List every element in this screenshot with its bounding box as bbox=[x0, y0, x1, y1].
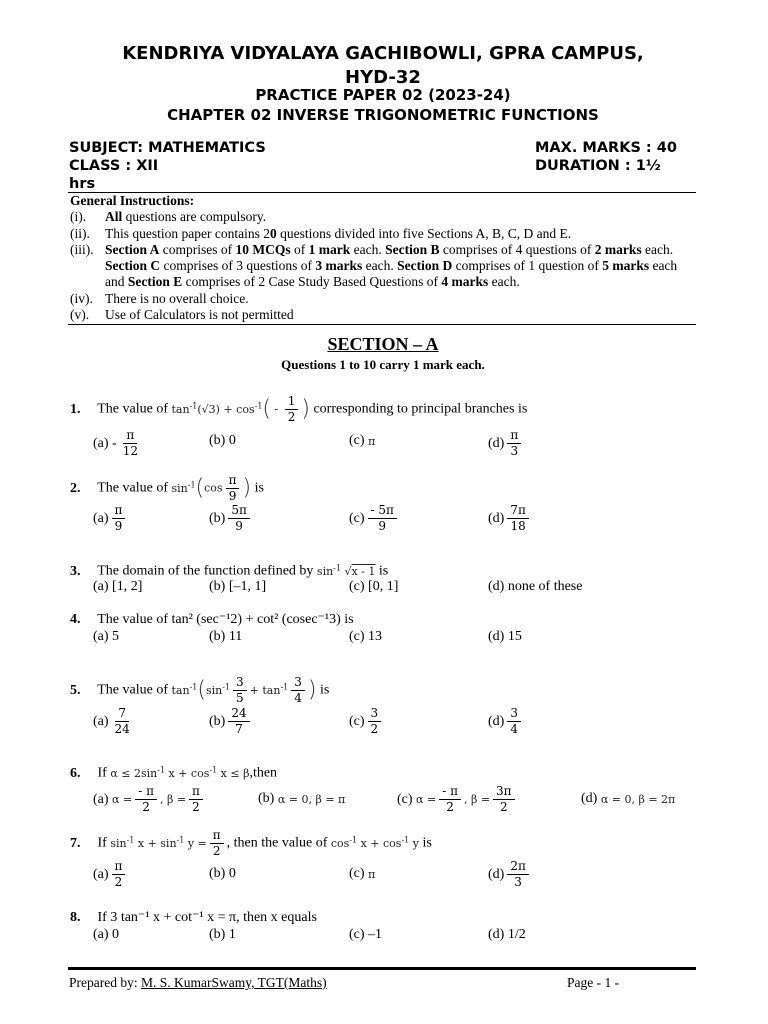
duration: DURATION : 1½ bbox=[535, 158, 661, 174]
option-d[interactable]: (d) $\frac{\pi}{3}$ bbox=[488, 428, 524, 459]
author-name: M. S. KumarSwamy, TGT(Maths) bbox=[140, 975, 327, 990]
option-c[interactable]: (c) –1 bbox=[349, 927, 383, 942]
footer-divider bbox=[68, 967, 696, 970]
option-b[interactable]: (b) [–1, 1] bbox=[209, 579, 267, 594]
max-marks: MAX. MARKS : 40 bbox=[535, 140, 677, 156]
option-b[interactable]: (b) 11 bbox=[209, 629, 243, 644]
option-a[interactable]: (a) 0 bbox=[93, 927, 120, 942]
instruction-item: (iii). Section A comprises of 10 MCQs of 1 mark each. Section B comprises of 4 questions of 2 marks each. Section C comprises of 3 questions of 3 marks each. Section D comprises of 1 question of 5 marks each and Section E comprises of 2 Case Study Based Questions of 4 marks each. bbox=[70, 241, 678, 290]
option-b[interactable]: (b) 0 bbox=[209, 433, 236, 448]
option-b[interactable]: (b) 1 bbox=[209, 927, 236, 942]
school-line-2: HYD-32 bbox=[345, 67, 421, 88]
option-c[interactable]: (c) α = $\frac{- \pi}{2}$ , β = $\frac{3\pi}{2}$ bbox=[397, 784, 518, 815]
option-a[interactable]: (a) [1, 2] bbox=[93, 579, 143, 594]
paper-line: PRACTICE PAPER 02 (2023-24) bbox=[255, 86, 511, 104]
option-b[interactable]: (b) $\frac{5\pi}{9}$ bbox=[209, 503, 253, 534]
question-6: 6. If $\alpha \le 2\sin^{-1}$ $x + \cos^{-1} x$ ≤ β,then bbox=[70, 765, 278, 781]
subject: SUBJECT: MATHEMATICS bbox=[69, 140, 266, 156]
question-4: 4. The value of tan² (sec⁻¹2) + cot² (cosec⁻¹3) is bbox=[70, 612, 354, 627]
instructions-title: General Instructions: bbox=[70, 193, 195, 208]
option-b[interactable]: (b) $\frac{24}{7}$ bbox=[209, 706, 253, 737]
instruction-item: (i). All questions are compulsory. bbox=[70, 209, 267, 225]
question-7: 7. If $\sin^{-1} x + \sin^{-1} y$ = $\frac{\pi}{2}$ , then the value of $\cos^{-1} x + \cos^{-1} y$ is bbox=[70, 828, 432, 858]
option-b[interactable]: (b) α = 0, β = π bbox=[258, 791, 346, 806]
option-a[interactable]: (a) $\frac{\pi}{9}$ bbox=[93, 503, 128, 534]
option-c[interactable]: (c) [0, 1] bbox=[349, 579, 399, 594]
option-d[interactable]: (d) $\frac{2\pi}{3}$ bbox=[488, 859, 532, 890]
option-b[interactable]: (b) 0 bbox=[209, 866, 236, 881]
question-5: 5. The value of $\tan^{-1}(\sin^{-1}$ $\frac{3}{5}$ + $\tan^{-1}$ $\frac{3}{4}$ ) is bbox=[70, 675, 330, 705]
option-c[interactable]: (c) π bbox=[349, 433, 376, 448]
instruction-item: (iv). There is no overall choice. bbox=[70, 290, 249, 306]
chapter-line: CHAPTER 02 INVERSE TRIGONOMETRIC FUNCTIONS bbox=[167, 106, 599, 124]
school-line-1: KENDRIYA VIDYALAYA GACHIBOWLI, GPRA CAMPUS, bbox=[122, 43, 644, 64]
divider bbox=[68, 324, 696, 325]
option-a[interactable]: (a) $\frac{7}{24}$ bbox=[93, 706, 130, 736]
paper-title bbox=[68, 85, 698, 125]
class: CLASS : XII bbox=[69, 158, 159, 174]
question-8: 8. If 3 tan⁻¹ x + cot⁻¹ x = π, then x equals bbox=[70, 910, 317, 925]
school-name bbox=[68, 42, 698, 90]
option-a[interactable]: (a) - $\frac{\pi}{12}$ bbox=[93, 428, 138, 458]
general-instructions bbox=[70, 193, 700, 323]
option-d[interactable]: (d) $\frac{3}{4}$ bbox=[488, 706, 524, 737]
option-c[interactable]: (c) π bbox=[349, 866, 376, 881]
option-d[interactable]: (d) $\frac{7\pi}{18}$ bbox=[488, 503, 532, 534]
option-d[interactable]: (d) none of these bbox=[488, 579, 583, 594]
page-number: Page - 1 - bbox=[567, 975, 620, 990]
instruction-item: (v). Use of Calculators is not permitted bbox=[70, 307, 294, 323]
option-c[interactable]: (c) $\frac{- 5\pi}{9}$ bbox=[349, 503, 400, 534]
section-title: SECTION – A bbox=[327, 334, 439, 354]
option-d[interactable]: (d) 15 bbox=[488, 629, 522, 644]
question-3: 3. The domain of the function defined by $\sin^{-1} √x - 1$ is bbox=[70, 563, 389, 579]
option-a[interactable]: (a) 5 bbox=[93, 629, 120, 644]
option-d[interactable]: (d) α = 0, β = 2π bbox=[581, 791, 676, 806]
instruction-item: (ii). This question paper contains 20 questions divided into five Sections A, B, C, D and E. bbox=[70, 225, 572, 241]
question-2: 2. The value of $\sin^{-1}(\cos$ $\frac{\pi}{9}$ ) is bbox=[70, 473, 264, 503]
option-c[interactable]: (c) 13 bbox=[349, 629, 383, 644]
option-a[interactable]: (a) α = $\frac{- \pi}{2}$ , β = $\frac{\pi}{2}$ bbox=[93, 784, 206, 815]
option-a[interactable]: (a) $\frac{\pi}{2}$ bbox=[93, 859, 128, 890]
prepared-by: Prepared by: M. S. KumarSwamy, TGT(Maths) bbox=[69, 975, 327, 990]
option-c[interactable]: (c) $\frac{3}{2}$ bbox=[349, 706, 384, 737]
duration-continued: hrs bbox=[69, 176, 96, 192]
question-1: 1. The value of $\tan^{-1}(√3) + \cos^{-1}$( - $\frac{1}{2}$ ) corresponding to principal branches is bbox=[70, 394, 528, 424]
section-subtitle: Questions 1 to 10 carry 1 mark each. bbox=[281, 357, 485, 372]
option-d[interactable]: (d) 1/2 bbox=[488, 927, 526, 942]
math-expression: $\tan^{-1}(√3) + \cos^{-1}$ bbox=[171, 401, 263, 416]
